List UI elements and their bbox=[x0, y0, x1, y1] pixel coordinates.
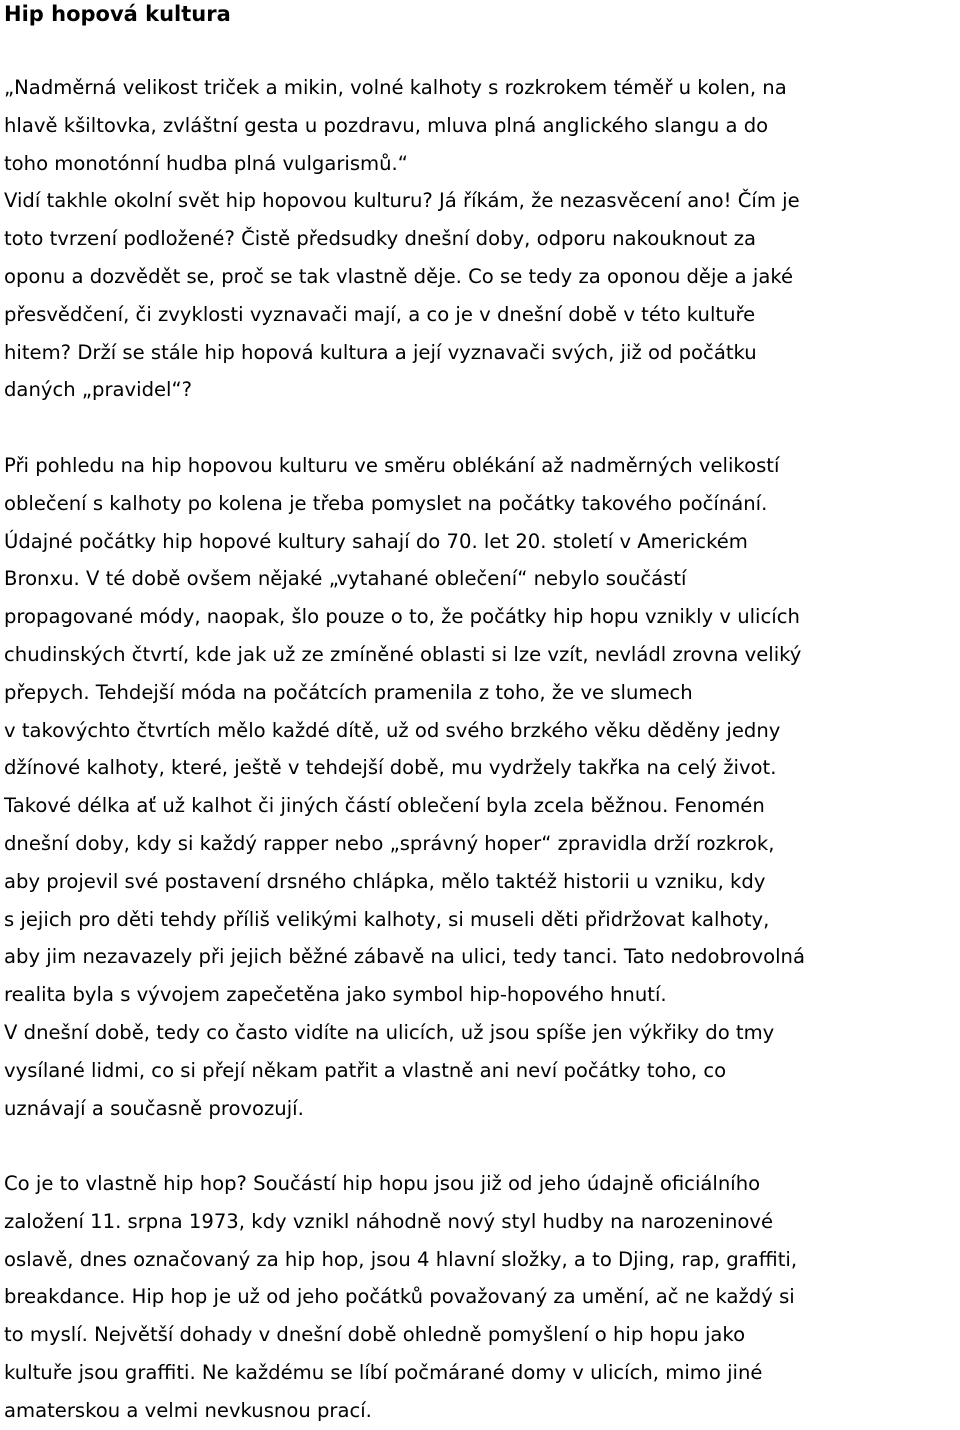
text-line: aby projevil své postavení drsného chlápka, mělo taktéž historii u vzniku, kdy bbox=[4, 869, 766, 893]
text-line: realita byla s vývojem zapečetěna jako symbol hip-hopového hnutí. bbox=[4, 983, 667, 1007]
text-line: oponu a dozvědět se, proč se tak vlastně děje. Co se tedy za oponou děje a jaké bbox=[4, 264, 794, 288]
document-title: Hip hopová kultura bbox=[4, 2, 231, 26]
text-line: uznávají a současně provozují. bbox=[4, 1096, 304, 1120]
text-line: Při pohledu na hip hopovou kulturu ve směru oblékání až nadměrných velikostí bbox=[4, 454, 780, 477]
text-line: aby jim nezavazely při jejich běžné zábavě na ulici, tedy tanci. Tato nedobrovolná bbox=[4, 945, 805, 969]
paragraph-what-is-hip-hop bbox=[4, 1165, 797, 1430]
text-line: s jejich pro děti tehdy příliš velikými kalhoty, si museli děti přidržovat kalhoty, bbox=[4, 907, 770, 931]
text-line: Bronxu. V té době ovšem nějaké „vytahané oblečení“ nebylo součástí bbox=[4, 567, 687, 591]
text-line: oslavě, dnes označovaný za hip hop, jsou 4 hlavní složky, a to Djing, rap, graffiti, bbox=[4, 1247, 798, 1271]
text-line: založení 11. srpna 1973, kdy vznikl náhodně nový styl hudby na narozeninové bbox=[4, 1209, 774, 1233]
text-line: přesvědčení, či zvyklosti vyznavači mají, a co je v dnešní době v této kultuře bbox=[4, 302, 756, 326]
text-line: dnešní doby, kdy si každý rapper nebo „správný hoper“ zpravidla drží rozkrok, bbox=[4, 831, 775, 855]
text-line: Takové délka ať už kalhot či jiných částí oblečení byla zcela běžnou. Fenomén bbox=[4, 794, 765, 818]
document-page bbox=[4, 0, 958, 1422]
text-line: kultuře jsou graffiti. Ne každému se líbí počmárané domy v ulicích, mimo jiné bbox=[4, 1360, 763, 1384]
text-line: Vidí takhle okolní svět hip hopovou kulturu? Já říkám, že nezasvěcení ano! Čím je bbox=[4, 189, 800, 213]
text-line: vysílané lidmi, co si přejí někam patřit a vlastně ani neví počátky toho, co bbox=[4, 1058, 727, 1082]
text-line: hlavě kšiltovka, zvláštní gesta u pozdravu, mluva plná anglického slangu a do bbox=[4, 113, 769, 137]
text-line: breakdance. Hip hop je už od jeho počátků považovaný za umění, ač ne každý si bbox=[4, 1285, 795, 1309]
text-line: Údajné počátky hip hopové kultury sahají do 70. let 20. století v Americkém bbox=[4, 529, 748, 553]
text-line: V dnešní době, tedy co často vidíte na ulicích, už jsou spíše jen výkřiky do tmy bbox=[4, 1020, 775, 1044]
text-line: Co je to vlastně hip hop? Součástí hip hopu jsou již od jeho údajně oficiálního bbox=[4, 1172, 761, 1195]
text-line: oblečení s kalhoty po kolena je třeba pomyslet na počátky takového počínání. bbox=[4, 491, 768, 515]
text-line: přepych. Tehdejší móda na počátcích pramenila z toho, že ve slumech bbox=[4, 680, 693, 704]
text-line: v takovýchto čtvrtích mělo každé dítě, už od svého brzkého věku děděny jedny bbox=[4, 718, 781, 742]
text-line: amaterskou a velmi nevkusnou prací. bbox=[4, 1398, 372, 1422]
text-line: toto tvrzení podložené? Čistě předsudky dnešní doby, odporu nakouknout za bbox=[4, 227, 756, 251]
text-line: daných „pravidel“? bbox=[4, 378, 193, 402]
paragraph-history bbox=[4, 447, 805, 1127]
text-line: to myslí. Největší dohady v dnešní době ohledně pomyšlení o hip hopu jako bbox=[4, 1323, 746, 1347]
paragraph-intro bbox=[4, 69, 800, 409]
text-line: hitem? Drží se stále hip hopová kultura a její vyznavači svých, již od počátku bbox=[4, 340, 757, 364]
text-line: „Nadměrná velikost triček a mikin, volné kalhoty s rozkrokem téměř u kolen, na bbox=[4, 76, 787, 99]
text-line: propagované módy, naopak, šlo pouze o to, že počátky hip hopu vznikly v ulicích bbox=[4, 605, 800, 629]
text-line: džínové kalhoty, které, ještě v tehdejší době, mu vydržely takřka na celý život. bbox=[4, 756, 777, 780]
text-line: chudinských čtvrtí, kde jak už ze zmíněné oblasti si lze vzít, nevládl zrovna veliký bbox=[4, 642, 802, 666]
text-line: toho monotónní hudba plná vulgarismů.“ bbox=[4, 151, 408, 175]
